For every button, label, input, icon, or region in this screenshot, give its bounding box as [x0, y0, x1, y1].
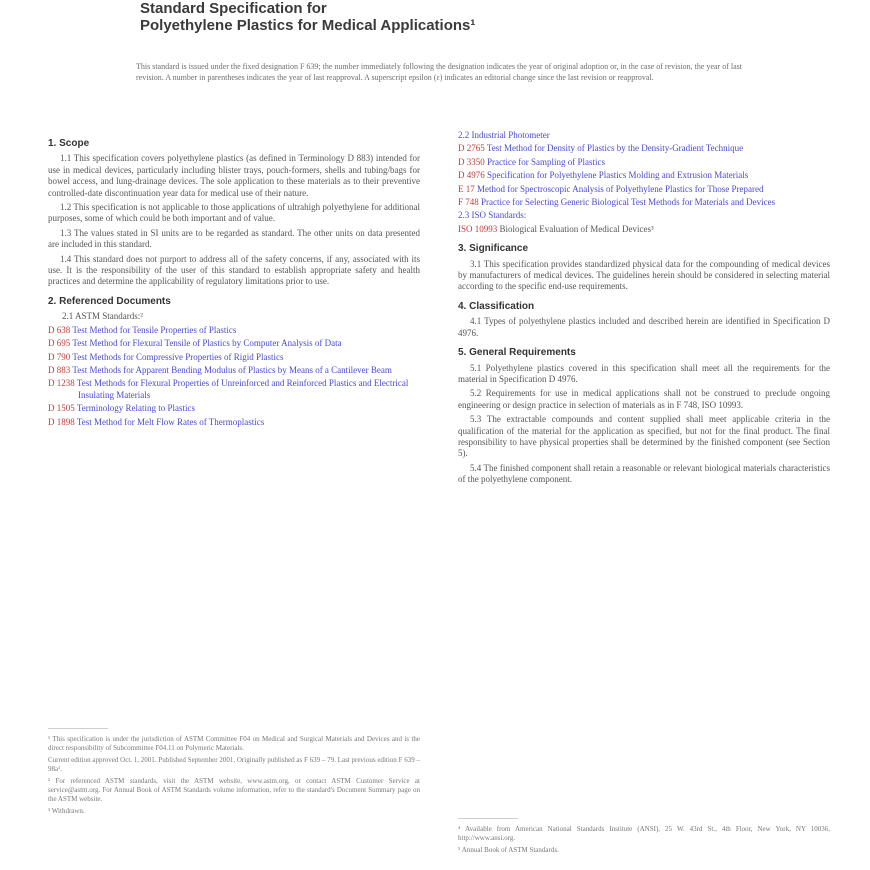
reference-link[interactable] [458, 210, 830, 221]
reference-title[interactable]: 2.2 Industrial Photometer [458, 130, 550, 140]
reference-code[interactable]: D 4976 [458, 170, 485, 181]
footnote: ³ Withdrawn. [48, 807, 85, 815]
reference-code[interactable]: D 883 [48, 364, 71, 375]
reference-code[interactable]: D 638 [48, 324, 71, 335]
reference-code[interactable]: D 1898 [48, 416, 75, 427]
document-title [140, 0, 780, 34]
footnote-divider [458, 818, 518, 819]
reference-link[interactable] [458, 224, 830, 235]
classification-para: 4.1 Types of polyethylene plastics included and described herein are identified in Specification D 4976. [458, 316, 830, 338]
reference-link[interactable] [458, 184, 830, 195]
reference-title[interactable]: Practice for Sampling of Plastics [487, 156, 605, 167]
reference-title[interactable]: Specification for Polyethylene Plastics Molding and Extrusion Materials [487, 170, 749, 181]
right-column [458, 130, 830, 489]
reference-title[interactable]: Terminology Relating to Plastics [76, 403, 195, 414]
reference-title[interactable]: Biological Evaluation of Medical Devices³ [499, 223, 654, 234]
reference-code[interactable]: D 3350 [458, 156, 485, 167]
footnote: ² For referenced ASTM standards, visit the ASTM website, www.astm.org, or contact ASTM Customer Service at service@astm.org. For Annual Book of ASTM Standards volume information, refer to the standard's Document Summary page on the ASTM website. [48, 777, 420, 803]
reference-code[interactable]: D 790 [48, 351, 71, 362]
reference-code[interactable]: E 17 [458, 183, 475, 194]
reference-code[interactable]: F 748 [458, 197, 479, 208]
general-requirements-heading: 5. General Requirements [458, 347, 576, 359]
footnote: Current edition approved Oct. 1, 2001. Published September 2001. Originally published as F 639 – 79. Last previous edition F 639 – 98a¹. [48, 756, 420, 773]
reference-code[interactable]: D 1505 [48, 403, 75, 414]
reference-title[interactable]: Test Methods for Flexural Properties of Unreinforced and Reinforced Plastics and Electrical Insulating Materials [76, 378, 409, 400]
reference-code[interactable]: D 1238 [48, 378, 75, 389]
astm-standards-label: 2.1 ASTM Standards:² [62, 311, 143, 322]
reference-link[interactable] [48, 417, 420, 428]
classification-heading: 4. Classification [458, 300, 535, 312]
reference-link[interactable] [48, 378, 420, 401]
footnotes-left [48, 728, 420, 819]
title-line-1: Standard Specification for [140, 0, 327, 17]
standard-notice: This standard is issued under the fixed designation F 639; the number immediately following the designation indicates the year of original adoption or, in the case of revision, the year of last revision. A number in parentheses indicates the year of last reapproval. A superscript epsilon (ε) indicates an editorial change since the last revision or reapproval. [136, 62, 742, 82]
reference-link[interactable] [458, 157, 830, 168]
reference-link[interactable] [48, 403, 420, 414]
footnotes-right [458, 818, 830, 858]
reference-link[interactable] [48, 352, 420, 363]
reference-link[interactable] [48, 325, 420, 336]
significance-para: 3.1 This specification provides standardized physical data for the compounding of medical devices by manufacturers of medical devices. The guidelines herein should be considered in selecting material according to the specific end-use requirements. [458, 258, 830, 292]
requirements-para: 5.3 The extractable compounds and content supplied shall meet applicable criteria in the qualification of the material for the application as specified, but not for the final product. The final responsibility to have physical properties shall be determined by the finished component (see Section 5). [458, 414, 830, 459]
reference-link[interactable] [48, 338, 420, 349]
reference-title[interactable]: Test Method for Tensile Properties of Plastics [72, 324, 237, 335]
reference-link[interactable] [458, 170, 830, 181]
scope-para: 1.2 This specification is not applicable to those applications of ultrahigh polyethylene for additional purposes, some of which could be both important and of value. [48, 202, 420, 224]
reference-title[interactable]: Method for Spectroscopic Analysis of Polyethylene Plastics for Those Prepared [477, 183, 764, 194]
reference-code[interactable]: D 695 [48, 338, 71, 349]
significance-heading: 3. Significance [458, 243, 529, 255]
requirements-para: 5.2 Requirements for use in medical applications shall not be construed to preclude ongoing engineering or design practice in selection of materials as in F 748, ISO 10993. [458, 388, 830, 410]
reference-link[interactable] [458, 130, 830, 141]
reference-title[interactable]: Test Methods for Compressive Properties of Rigid Plastics [72, 351, 284, 362]
reference-title[interactable]: Test Method for Flexural Tensile of Plastics by Computer Analysis of Data [72, 338, 342, 349]
footnote: ⁵ Annual Book of ASTM Standards. [458, 846, 559, 854]
reference-title[interactable]: 2.3 ISO Standards: [458, 210, 527, 221]
reference-title[interactable]: Test Methods for Apparent Bending Modulus of Plastics by Means of a Cantilever Beam [72, 364, 392, 375]
reference-link[interactable] [458, 143, 830, 154]
scope-para: 1.1 This specification covers polyethylene plastics (as defined in Terminology D 883) intended for use in medical devices, particularly including blister trays, pouch-formers, shells and tubing/bags for bowel access, and lung-drainage devices. The sole application to these materials as to their preventive controlled-date discontinuation year data for medical use of their nature. [48, 153, 420, 198]
scope-para: 1.4 This standard does not purport to address all of the safety concerns, if any, associated with its use. It is the responsibility of the user of this standard to establish appropriate safety and health practices and determine the applicability of regulatory limitations prior to use. [48, 253, 420, 287]
reference-link[interactable] [48, 365, 420, 376]
scope-heading: 1. Scope [48, 138, 90, 149]
scope-para: 1.3 The values stated in SI units are to be regarded as standard. The other units on data presented are included in this standard. [48, 227, 420, 250]
reference-link[interactable] [458, 197, 830, 208]
reference-title[interactable]: Practice for Selecting Generic Biological Test Methods for Materials and Devices [481, 197, 776, 208]
footnote: ⁴ Available from American National Standards Institute (ANSI), 25 W. 43rd St., 4th Floor, New York, NY 10036, http://www.ansi.org. [458, 825, 830, 842]
reference-title[interactable]: Test Method for Melt Flow Rates of Thermoplastics [76, 416, 265, 427]
reference-code[interactable]: ISO 10993 [458, 223, 498, 234]
left-column [48, 130, 420, 430]
reference-code[interactable]: D 2765 [458, 143, 485, 154]
reference-title[interactable]: Test Method for Density of Plastics by the Density-Gradient Technique [486, 143, 744, 154]
footnote-divider [48, 728, 108, 729]
requirements-para: 5.4 The finished component shall retain a reasonable or relevant biological materials characteristics of the polyethylene component. [458, 462, 830, 485]
referenced-documents-heading: 2. Referenced Documents [48, 295, 171, 307]
footnote: ¹ This specification is under the jurisdiction of ASTM Committee F04 on Medical and Surgical Materials and Devices and is the direct responsibility of Subcommittee F04.11 on Polymeric Materials. [48, 735, 420, 752]
requirements-para: 5.1 Polyethylene plastics covered in this specification shall meet all the requirements for the material in Specification D 4976. [458, 362, 830, 384]
title-line-2: Polyethylene Plastics for Medical Applications¹ [140, 17, 476, 34]
